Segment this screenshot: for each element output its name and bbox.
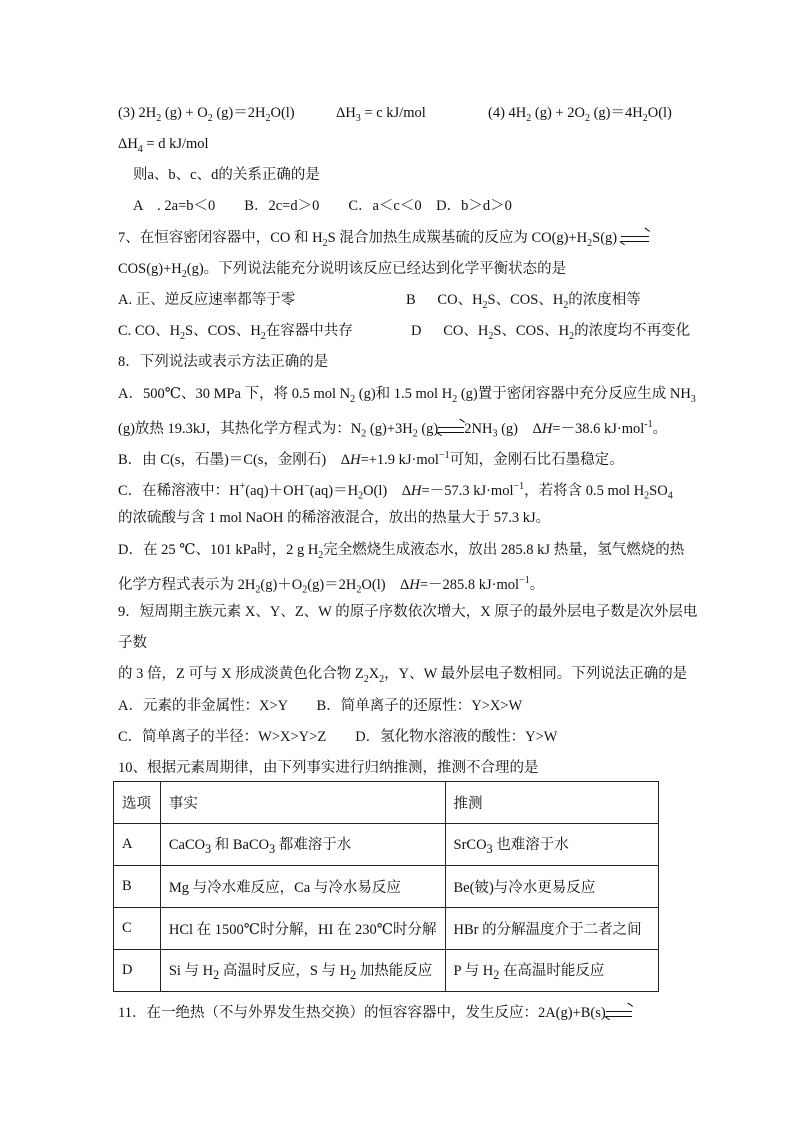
q7-option-b: B CO、$H_2S$、COS、$H_2$的浓度相等 — [406, 292, 641, 311]
table-row — [114, 824, 659, 866]
q7-stem-line1: 7、在恒容密闭容器中，CO 和 $H_2S$ 混合加热生成羰基硫的反应为 $CO(g)+H_2S(g)$ — [118, 228, 649, 254]
q9-stem-line2: 子数 — [118, 635, 147, 651]
table-row — [114, 950, 659, 992]
q8-option-d-line1: D．在 25 ℃、101 kPa时，2 g $H_2$完全燃烧生成液态水，放出 285.8 kJ 热量，氢气燃烧的热 — [118, 542, 685, 561]
q6-enthalpy-3: $\Delta H_3 = c$ kJ/mol — [336, 105, 426, 124]
table-cell: CaCO$_3$ 和 BaCO$_3$ 都难溶于水 — [160, 824, 445, 866]
table-row — [114, 908, 659, 950]
q8-option-a-line2: (g)放热 19.3kJ，其热化学方程式为：$N_2$ $(g)+3H_2$ (g) $2NH_3$ (g) ΔH=－38.6 kJ·mol$^{-1}$。 — [118, 419, 668, 440]
table-cell: Be(铍)与冷水更易反应 — [445, 866, 658, 908]
table-header-cell: 选项 — [114, 782, 161, 824]
table-cell: SrCO$_3$ 也难溶于水 — [445, 824, 658, 866]
table-cell: C — [114, 908, 161, 950]
q9-options-ab: A．元素的非金属性：X>Y B．简单离子的还原性：Y>X>W — [118, 698, 523, 714]
q7-stem-line2: $COS(g)+H_2(g)$。下列说法能充分说明该反应已经达到化学平衡状态的是 — [118, 261, 567, 280]
q8-option-d-line2: 化学方程式表示为 $2H_2(g)+O_2(g)=2H_2O(l)$ ΔH=－285.8 kJ·mol$^{-1}$。 — [118, 575, 545, 596]
q7-option-a: A. 正、逆反应速率都等于零 — [118, 292, 296, 308]
equilibrium-arrow-icon — [621, 233, 649, 245]
equilibrium-arrow-icon — [606, 1008, 632, 1020]
table-header-cell: 事实 — [160, 782, 445, 824]
q6-question: 则a、b、c、d的关系正确的是 — [133, 167, 320, 183]
table-row — [114, 866, 659, 908]
table-cell: HBr 的分解温度介于二者之间 — [445, 908, 658, 950]
q6-options: A . 2a=b＜0 B．2c=d＞0 C．a＜c＜0 D．b＞d＞0 — [133, 198, 512, 214]
table-cell: B — [114, 866, 161, 908]
q10-table — [113, 781, 659, 992]
q9-stem-line1: 9．短周期主族元素 X、Y、Z、W 的原子序数依次增大，X 原子的最外层电子数是次外层电 — [118, 604, 698, 620]
q8-option-c-line1: C．在稀溶液中：$H^+(aq)+OH^-(aq)=H_2O(l)$ ΔH=－57.3 kJ·mol$^{-1}$，若将含 0.5 mol $H_2SO_4$ — [118, 481, 673, 502]
table-header-row — [114, 782, 659, 824]
table-cell: A — [114, 824, 161, 866]
q6-enthalpy-4: $\Delta H_4 = d$ kJ/mol — [118, 136, 209, 155]
q7-option-c: C. CO、$H_2S$、COS、$H_2$在容器中共存 — [118, 323, 353, 342]
q7-option-d: D CO、$H_2S$、COS、$H_2$的浓度均不再变化 — [411, 323, 691, 342]
q8-stem: 8．下列说法或表示方法正确的是 — [118, 354, 329, 370]
q8-option-c-line2: 的浓硫酸与含 1 mol NaOH 的稀溶液混合，放出的热量大于 57.3 kJ。 — [118, 510, 551, 526]
table-cell: D — [114, 950, 161, 992]
equilibrium-arrow-icon — [438, 424, 464, 436]
q10-stem: 10、根据元素周期律，由下列事实进行归纳推测，推测不合理的是 — [118, 760, 539, 776]
q11-stem: 11．在一绝热（不与外界发生热交换）的恒容容器中，发生反应：2A(g)+B(s) — [118, 1003, 632, 1023]
q6-equation-3: (3) $2H_2$ $(g) + O_2$ $(g)=2H_2O(l)$ — [118, 105, 295, 124]
table-cell: Mg 与冷水难反应，Ca 与冷水易反应 — [160, 866, 445, 908]
q9-options-cd: C．简单离子的半径：W>X>Y>Z D．氢化物水溶液的酸性：Y>W — [118, 729, 558, 745]
q8-option-b: B．由 C(s，石墨)＝C(s，金刚石) ΔH=+1.9 kJ·mol$^{-1}$可知，金刚石比石墨稳定。 — [118, 450, 624, 468]
table-cell: Si 与 $H_2$ 高温时反应，S 与 $H_2$ 加热能反应 — [160, 950, 445, 992]
q6-equation-4: (4) $4H_2$ $(g) + 2O_2$ $(g)=4H_2O(l)$ — [488, 105, 672, 124]
table-cell: HCl 在 1500℃时分解，HI 在 230℃时分解 — [160, 908, 445, 950]
table-header-cell: 推测 — [445, 782, 658, 824]
q9-stem-line3: 的 3 倍，Z 可与 X 形成淡黄色化合物 $Z_2X_2$，Y、W 最外层电子数相同。下列说法正确的是 — [118, 666, 688, 685]
table-cell: P 与 $H_2$ 在高温时能反应 — [445, 950, 658, 992]
q8-option-a-line1: A．500℃、30 MPa 下，将 0.5 mol $N_2$ (g)和 1.5 mol $H_2$ (g)置于密闭容器中充分反应生成 $NH_3$ — [118, 386, 696, 405]
